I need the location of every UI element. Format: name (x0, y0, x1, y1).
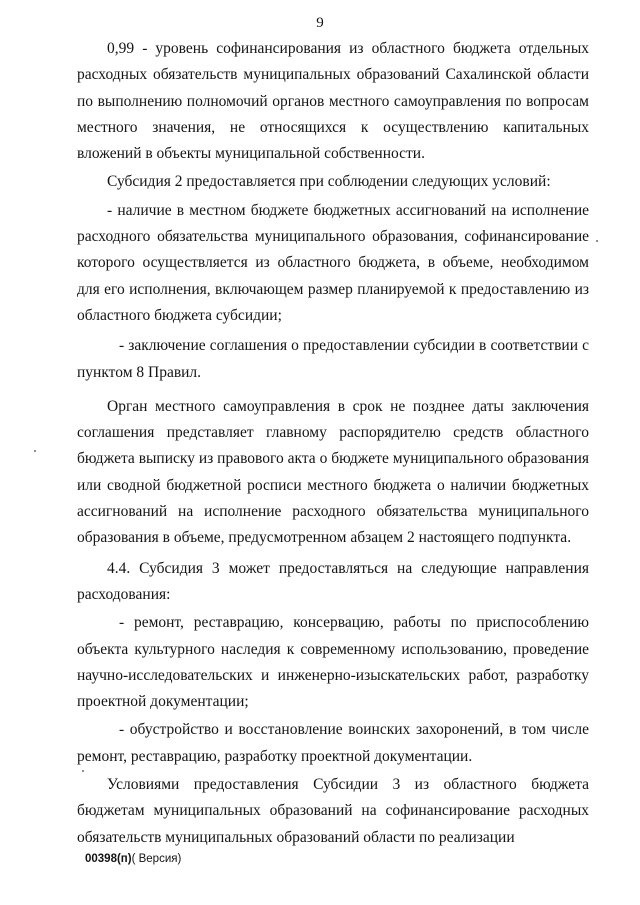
paragraph-direction-military-graves: - обустройство и восстановление воинских захоронений, в том числе ремонт, реставрацию, разработку проектной документации. (77, 721, 589, 765)
document-code: 00398(п) (85, 853, 132, 865)
scan-speck (596, 240, 598, 242)
document-version: ( Версия) (131, 853, 182, 865)
document-body (77, 36, 589, 851)
scan-speck (82, 770, 84, 772)
paragraph-condition-budget-allocations: - наличие в местном бюджете бюджетных ассигнований на исполнение расходного обязательства муниципального образования, софинансирование которого осуществляется из областного бюджета, в объеме, необходимом для его исполнения, включающем размер планируемой к предоставлению из областного бюджета субсидии; (77, 201, 589, 324)
paragraph-condition-agreement: - заключение соглашения о предоставлении субсидии в соответствии с пунктом 8 Правил. (77, 337, 589, 381)
paragraph-cofinancing-level: 0,99 - уровень софинансирования из областного бюджета отдельных расходных обязательств муниципальных образований Сахалинской области по выполнению полномочий органов местного самоуправления по вопросам местного значения, не относящихся к осуществлению капитальных вложений в объекты муниципальной собственности. (77, 40, 589, 163)
page-number: 9 (316, 15, 324, 31)
scan-speck (34, 450, 36, 452)
document-footer (85, 852, 181, 866)
paragraph-local-authority-extract: Орган местного самоуправления в срок не позднее даты заключения соглашения представляет главному распорядителю средств областного бюджета выписку из правового акта о бюджете муниципального образования или сводной бюджетной росписи местного бюджета о наличии бюджетных ассигнований на исполнение расходного обязательства муниципального образования в объеме, предусмотренном абзацем 2 настоящего подпункта. (77, 397, 589, 547)
paragraph-subsidy-3-directions: 4.4. Субсидия 3 может предоставляться на следующие направления расходования: (77, 559, 589, 603)
paragraph-direction-cultural-heritage: - ремонт, реставрацию, консервацию, работы по приспособлению объекта культурного наследия к современному использованию, проведение научно-исследовательских и инженерно-изыскательских работ, разработку проектной документации; (77, 614, 589, 711)
paragraph-subsidy-2-conditions: Субсидия 2 предоставляется при соблюдении следующих условий: (107, 173, 551, 191)
paragraph-subsidy-3-conditions: Условиями предоставления Субсидии 3 из областного бюджета бюджетам муниципальных образований на софинансирование расходных обязательств муниципальных образований области по реализации (77, 776, 589, 846)
